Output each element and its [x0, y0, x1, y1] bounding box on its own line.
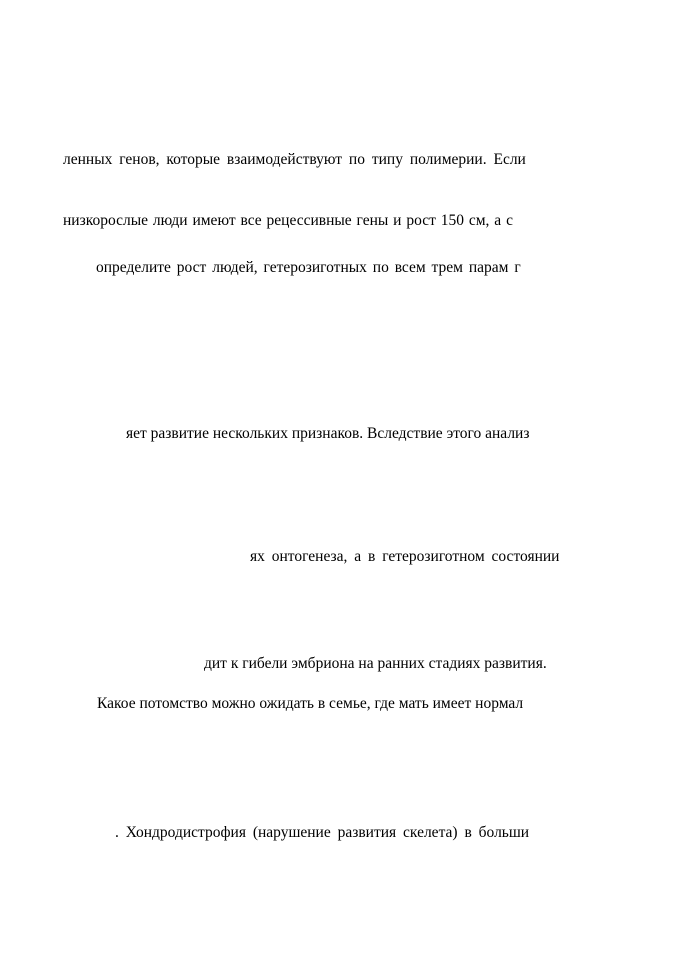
- text-line-chondrodystrophy: . Хондродистрофия (нарушение развития скелета) в больши: [115, 824, 530, 841]
- text-line-pleiotropy: яет развитие нескольких признаков. Вследствие этого анализ: [126, 425, 530, 442]
- text-line-short-people: низкорослые люди имеют все рецессивные гены и рост 150 см, а с: [63, 212, 513, 229]
- text-line-embryo-death: дит к гибели эмбриона на ранних стадиях развития.: [204, 655, 547, 672]
- text-line-offspring-question: Какое потомство можно ожидать в семье, где мать имеет нормал: [97, 695, 524, 712]
- text-line-heterozygous-height: определите рост людей, гетерозиготных по всем трем парам г: [96, 259, 521, 276]
- text-line-ontogenesis: ях онтогенеза, а в гетерозиготном состоянии: [250, 548, 560, 565]
- text-line-polymery: ленных генов, которые взаимодействуют по типу полимерии. Если: [63, 151, 526, 168]
